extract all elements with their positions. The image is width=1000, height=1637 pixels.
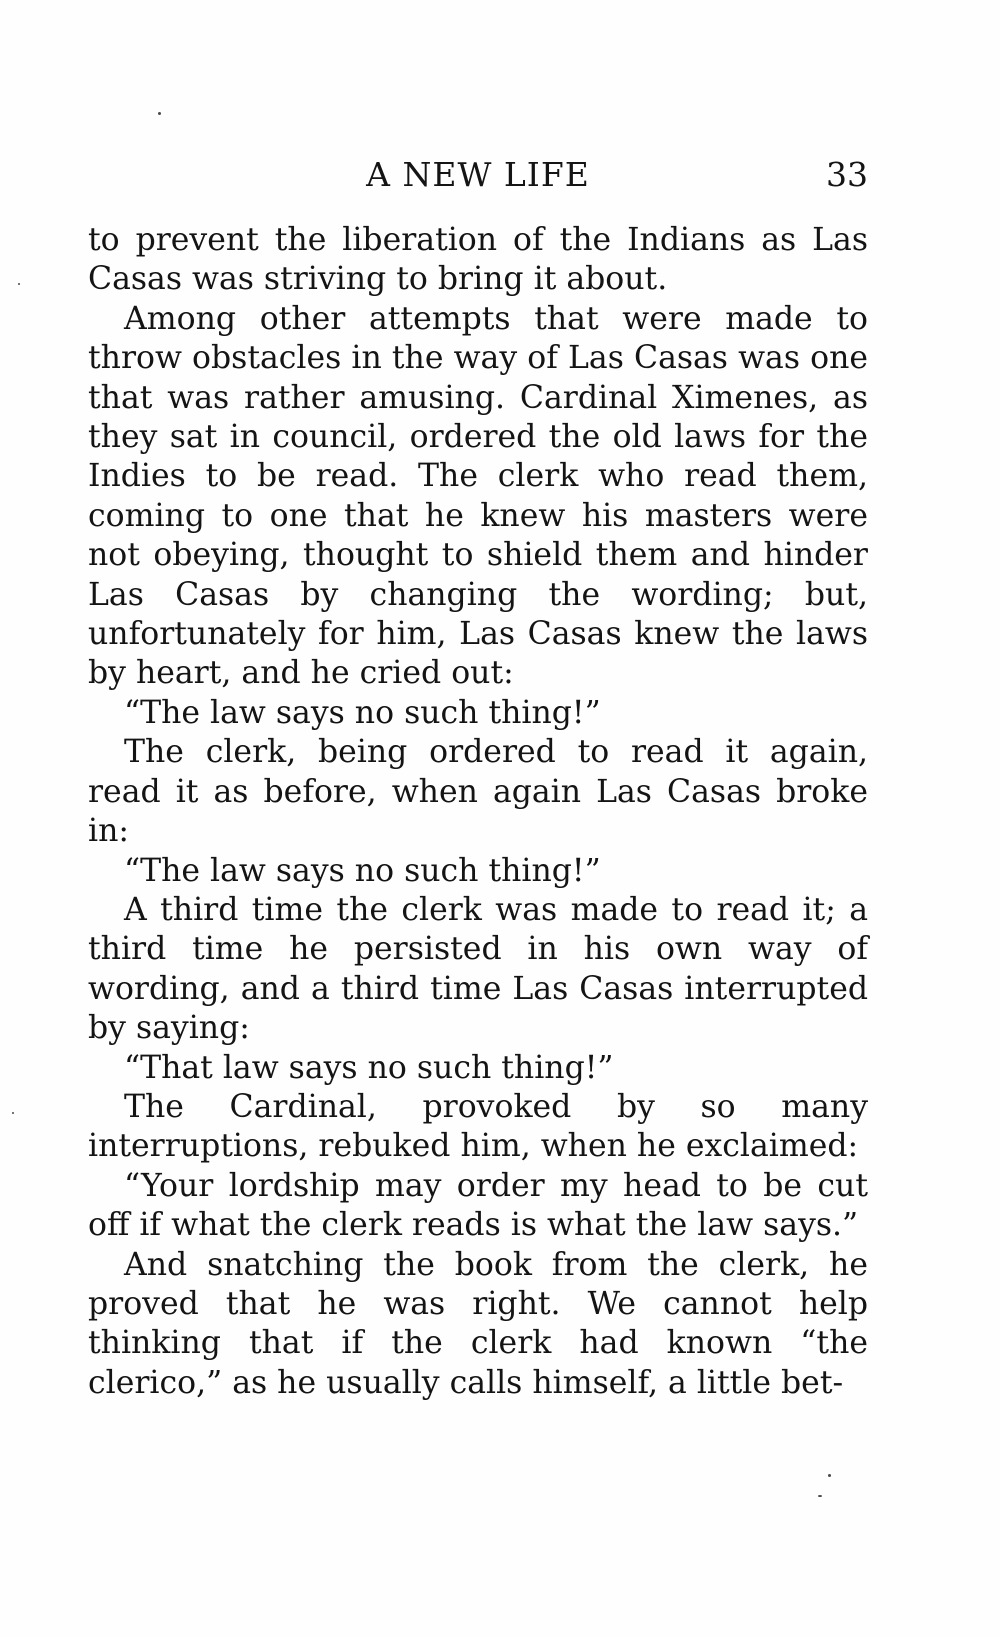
scan-speck	[818, 1495, 822, 1497]
paragraph: Among other attempts that were made to throw obstacles in the way of Las Casas was one that was rather amusing. Cardinal Ximenes, as they sat in council, ordered the old laws for the Indies to be read. The clerk who read them, coming to one that he knew his masters were not obeying, thought to shield them and hinder Las Casas by changing the wording; but, unfortunately for him, Las Casas knew the laws by heart, and he cried out:	[88, 300, 868, 692]
scan-speck	[828, 1474, 831, 1477]
paragraph: “The law says no such thing!”	[124, 694, 601, 731]
paragraph: A third time the clerk was made to read it; a third time he persisted in his own way of wording, and a third time Las Casas interrupted by saying:	[88, 891, 868, 1047]
body-text	[88, 221, 868, 1403]
paragraph: The clerk, being ordered to read it again, read it as before, when again Las Casas broke in:	[88, 734, 868, 850]
paragraph: And snatching the book from the clerk, he proved that he was right. We cannot help thinking that if the clerk had known “the clerico,” as he usually calls himself, a little bet-	[88, 1246, 868, 1401]
paragraph: The Cardinal, provoked by so many interruptions, rebuked him, when he exclaimed:	[88, 1088, 868, 1165]
running-head	[88, 152, 868, 198]
paragraph: to prevent the liberation of the Indians as Las Casas was striving to bring it about.	[88, 222, 868, 298]
scan-speck	[18, 283, 20, 285]
scan-speck	[158, 112, 161, 115]
running-head-title: A NEW LIFE	[366, 155, 590, 194]
paragraph: “Your lordship may order my head to be cut off if what the clerk reads is what the law says.”	[88, 1167, 868, 1244]
paragraph: “The law says no such thing!”	[124, 852, 601, 889]
scan-speck	[12, 1112, 14, 1114]
page-number: 33	[826, 155, 868, 194]
paragraph: “That law says no such thing!”	[124, 1049, 614, 1086]
